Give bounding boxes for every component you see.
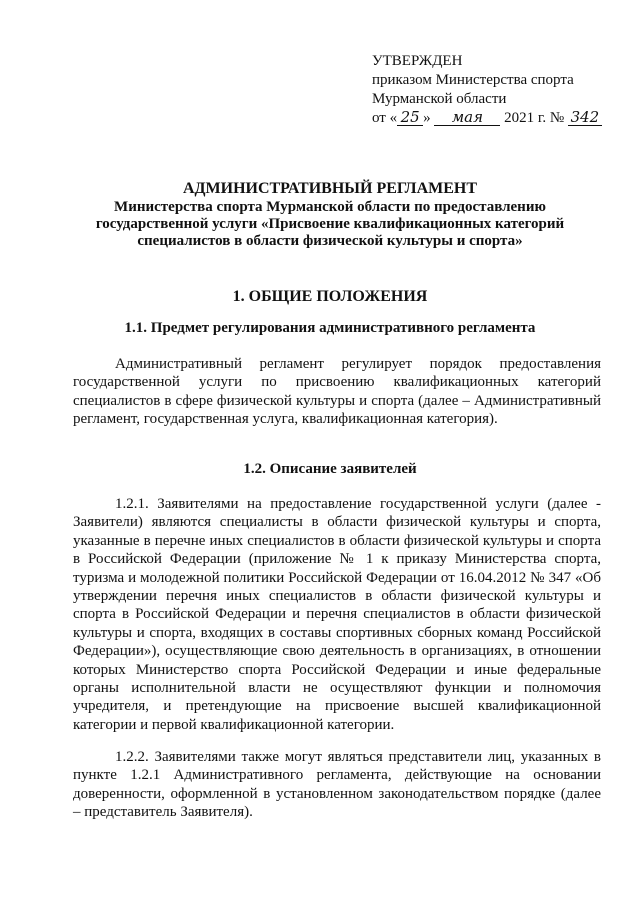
section-heading-general: 1. ОБЩИЕ ПОЛОЖЕНИЯ [232,288,428,305]
approval-order-line: приказом Министерства спорта [372,72,574,88]
document-title-block [60,178,600,250]
handwritten-month: мая [434,109,500,126]
paragraph-1-2-2: 1.2.2. Заявителями также могут являться представители лиц, указанных в пункте 1.2.1 Административного регламента, действующие на основании доверенности, оформленной в установленном законодательством порядке (далее – представитель Заявителя). [73,749,601,821]
date-prefix: от « [372,110,398,126]
document-title: АДМИНИСТРАТИВНЫЙ РЕГЛАМЕНТ [182,180,478,197]
handwritten-day: 25 [397,109,423,126]
paragraph-1-2-1: 1.2.1. Заявителями на предоставление государственной услуги (далее - Заявители) являются специалисты в области физической культуры и спорта, указанные в перечне иных специалистов в области физической культуры и спорта в Российской Федерации (приложение № 1 к приказу Министерства спорта, туризма и молодежной политики Российской Федерации от 16.04.2012 № 347 «Об утверждении перечня иных специалистов в области физической культуры и спорта в Российской Федерации и перечня специалистов в области физической культуры и спорта, входящих в составы спортивных сборных команд Российской Федерации»), осуществляющие свою деятельность в организациях, в отношении которых Министерство спорта Российской Федерации и иные федеральные органы исполнительной власти не осуществляют функции и полномочия учредителя, и претендующие на присвоение высшей квалификационной категории и первой квалификационной категории. [73,496,601,733]
document-subtitle-line-3: специалистов в области физической культуры и спорта» [137,233,523,249]
approval-title: УТВЕРЖДЕН [372,53,463,69]
document-subtitle-line-1: Министерства спорта Мурманской области по предоставлению [114,199,546,215]
approval-region-line: Мурманской области [372,91,507,107]
paragraph-subject: Административный регламент регулирует порядок предоставления государственной услуги по присвоению квалификационных категорий специалистов в сфере физической культуры и спорта (далее – Административный регламент, государственная услуга, квалификационная категория). [73,356,601,428]
date-mid: » [423,110,431,126]
subsection-heading-applicants: 1.2. Описание заявителей [243,461,417,477]
approval-date-line [372,109,612,128]
approval-stamp [372,52,612,128]
subsection-heading-subject: 1.1. Предмет регулирования административного регламента [124,320,536,336]
document-subtitle-line-2: государственной услуги «Присвоение квалификационных категорий [95,216,565,232]
year-number-label: 2021 г. № [504,110,565,126]
handwritten-order-number: 342 [568,109,602,126]
